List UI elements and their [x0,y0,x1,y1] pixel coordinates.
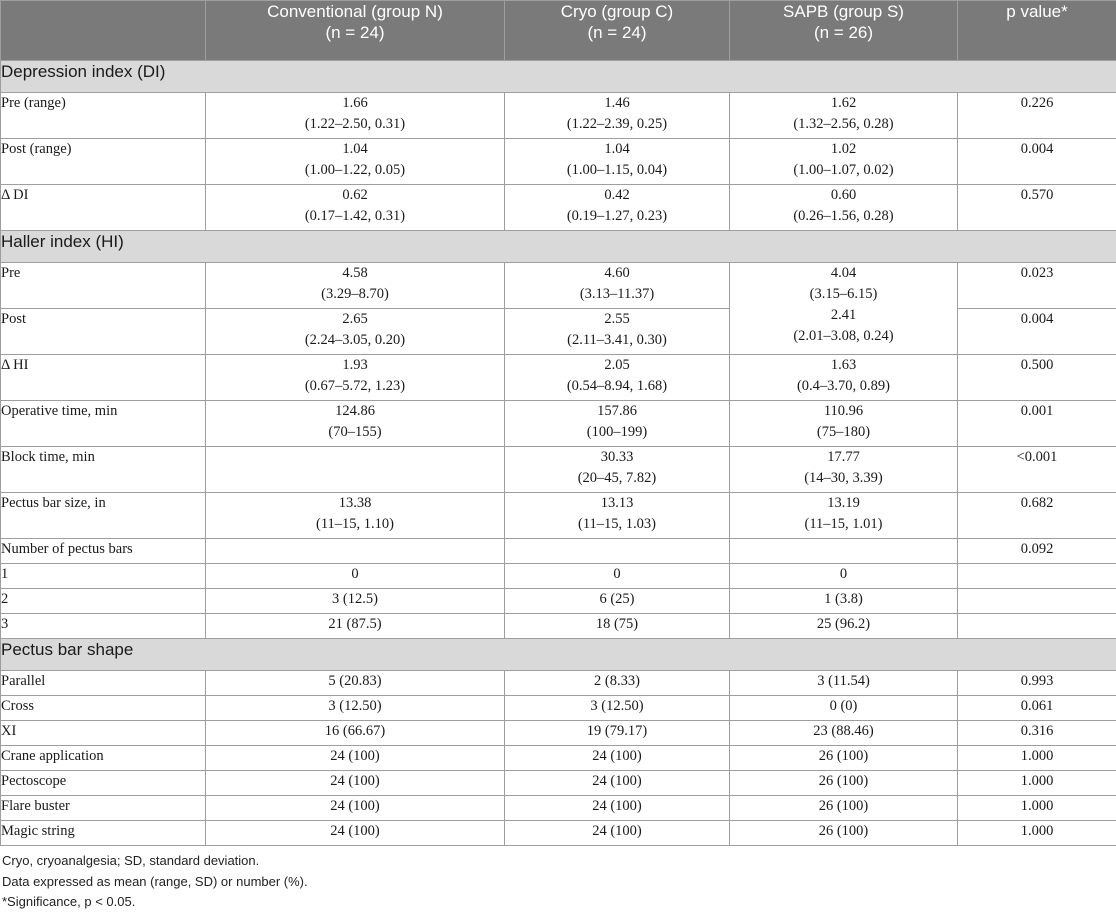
cell-c: 0.42 (0.19–1.27, 0.23) [505,185,730,231]
cell-p: 0.226 [958,93,1116,139]
cell-p [958,614,1116,639]
row-label: Pre [1,263,206,309]
cell-c: 24 (100) [505,771,730,796]
cell-n: 1.04 (1.00–1.22, 0.05) [206,139,505,185]
cell-s: 26 (100) [730,771,958,796]
cell-c: 157.86 (100–199) [505,401,730,447]
cell-p: 1.000 [958,796,1116,821]
cell-s [730,539,958,564]
header-group-n: Conventional (group N) (n = 24) [206,1,505,61]
cell-c: 24 (100) [505,796,730,821]
table-row [1,796,1116,821]
table-row [1,401,1116,447]
table-row [1,746,1116,771]
cell-c: 2.05 (0.54–8.94, 1.68) [505,355,730,401]
row-label: Δ DI [1,185,206,231]
cell-s: 0 [730,564,958,589]
row-label: Post [1,309,206,355]
table-row [1,696,1116,721]
table-row [1,355,1116,401]
row-label: Number of pectus bars [1,539,206,564]
table-row [1,93,1116,139]
row-label: Pectoscope [1,771,206,796]
cell-p: 0.993 [958,671,1116,696]
cell-n: 13.38 (11–15, 1.10) [206,493,505,539]
cell-s: 26 (100) [730,796,958,821]
cell-s: 13.19 (11–15, 1.01) [730,493,958,539]
cell-n: 3 (12.5) [206,589,505,614]
table-row [1,564,1116,589]
table-row [1,771,1116,796]
cell-p: 1.000 [958,746,1116,771]
cell-c: 1.04 (1.00–1.15, 0.04) [505,139,730,185]
cell-c: 24 (100) [505,821,730,846]
row-label: Parallel [1,671,206,696]
table-row [1,447,1116,493]
header-group-s: SAPB (group S) (n = 26) [730,1,958,61]
cell-n [206,539,505,564]
cell-n: 24 (100) [206,771,505,796]
cell-s: 110.96 (75–180) [730,401,958,447]
cell-s: 26 (100) [730,821,958,846]
row-label: Block time, min [1,447,206,493]
cell-c: 4.60 (3.13–11.37) [505,263,730,309]
cell-n: 24 (100) [206,821,505,846]
row-label: 2 [1,589,206,614]
section-haller-index: Haller index (HI) [1,231,1116,263]
cell-c: 6 (25) [505,589,730,614]
cell-s: 1.62 (1.32–2.56, 0.28) [730,93,958,139]
row-label: Cross [1,696,206,721]
cell-s: 1.02 (1.00–1.07, 0.02) [730,139,958,185]
cell-p: 0.023 [958,263,1116,309]
table-row [1,185,1116,231]
cell-n: 5 (20.83) [206,671,505,696]
header-row [1,1,1116,61]
cell-p: 1.000 [958,771,1116,796]
table-row [1,821,1116,846]
cell-n: 21 (87.5) [206,614,505,639]
cell-c: 3 (12.50) [505,696,730,721]
cell-n: 1.93 (0.67–5.72, 1.23) [206,355,505,401]
section-pectus-bar-shape: Pectus bar shape [1,639,1116,671]
table-row [1,671,1116,696]
cell-n [206,447,505,493]
header-group-c: Cryo (group C) (n = 24) [505,1,730,61]
cell-p: 0.092 [958,539,1116,564]
row-label: 1 [1,564,206,589]
cell-p: 0.500 [958,355,1116,401]
cell-p: 0.001 [958,401,1116,447]
cell-p [958,589,1116,614]
cell-n: 16 (66.67) [206,721,505,746]
table-row [1,263,1116,309]
row-label: Crane application [1,746,206,771]
footnote-data-format: Data expressed as mean (range, SD) or number (%). [2,873,308,889]
cell-s: 23 (88.46) [730,721,958,746]
cell-c: 2 (8.33) [505,671,730,696]
cell-n: 0.62 (0.17–1.42, 0.31) [206,185,505,231]
cell-c [505,539,730,564]
cell-s: 1.63 (0.4–3.70, 0.89) [730,355,958,401]
cell-n: 24 (100) [206,796,505,821]
cell-c: 2.55 (2.11–3.41, 0.30) [505,309,730,355]
table-row [1,139,1116,185]
row-label: Pectus bar size, in [1,493,206,539]
cell-c: 18 (75) [505,614,730,639]
cell-n: 4.58 (3.29–8.70) [206,263,505,309]
row-label: Δ HI [1,355,206,401]
header-p-value: p value* [958,1,1116,61]
cell-s: 0 (0) [730,696,958,721]
row-label: Operative time, min [1,401,206,447]
cell-s: 25 (96.2) [730,614,958,639]
cell-p: 0.316 [958,721,1116,746]
cell-p [958,564,1116,589]
footnote-significance: *Significance, p < 0.05. [2,894,136,909]
cell-s: 0.60 (0.26–1.56, 0.28) [730,185,958,231]
footnote-abbreviations: Cryo, cryoanalgesia; SD, standard deviation. [2,853,260,868]
cell-c: 13.13 (11–15, 1.03) [505,493,730,539]
row-label: Post (range) [1,139,206,185]
row-label: Pre (range) [1,93,206,139]
cell-n: 1.66 (1.22–2.50, 0.31) [206,93,505,139]
table-row [1,614,1116,639]
table-footnotes [2,851,308,913]
cell-s: 26 (100) [730,746,958,771]
cell-n: 3 (12.50) [206,696,505,721]
cell-p: 0.682 [958,493,1116,539]
cell-p: 0.570 [958,185,1116,231]
cell-p: 0.061 [958,696,1116,721]
row-label: Magic string [1,821,206,846]
cell-p: <0.001 [958,447,1116,493]
cell-n: 124.86 (70–155) [206,401,505,447]
row-label: 3 [1,614,206,639]
cell-p: 0.004 [958,309,1116,355]
cell-s: 3 (11.54) [730,671,958,696]
table-row [1,493,1116,539]
cell-c: 30.33 (20–45, 7.82) [505,447,730,493]
cell-n: 24 (100) [206,746,505,771]
cell-n: 2.65 (2.24–3.05, 0.20) [206,309,505,355]
table-row [1,721,1116,746]
cell-s-merged: 4.04 (3.15–6.15) 2.41 (2.01–3.08, 0.24) [730,263,958,355]
cell-s: 1 (3.8) [730,589,958,614]
section-depression-index: Depression index (DI) [1,61,1116,93]
cell-p: 0.004 [958,139,1116,185]
header-label-cell [1,1,206,61]
cell-c: 1.46 (1.22–2.39, 0.25) [505,93,730,139]
cell-c: 24 (100) [505,746,730,771]
row-label: Flare buster [1,796,206,821]
cell-s: 17.77 (14–30, 3.39) [730,447,958,493]
table-row [1,589,1116,614]
cell-n: 0 [206,564,505,589]
cell-p: 1.000 [958,821,1116,846]
cell-c: 19 (79.17) [505,721,730,746]
table-row [1,539,1116,564]
row-label: XI [1,721,206,746]
cell-c: 0 [505,564,730,589]
